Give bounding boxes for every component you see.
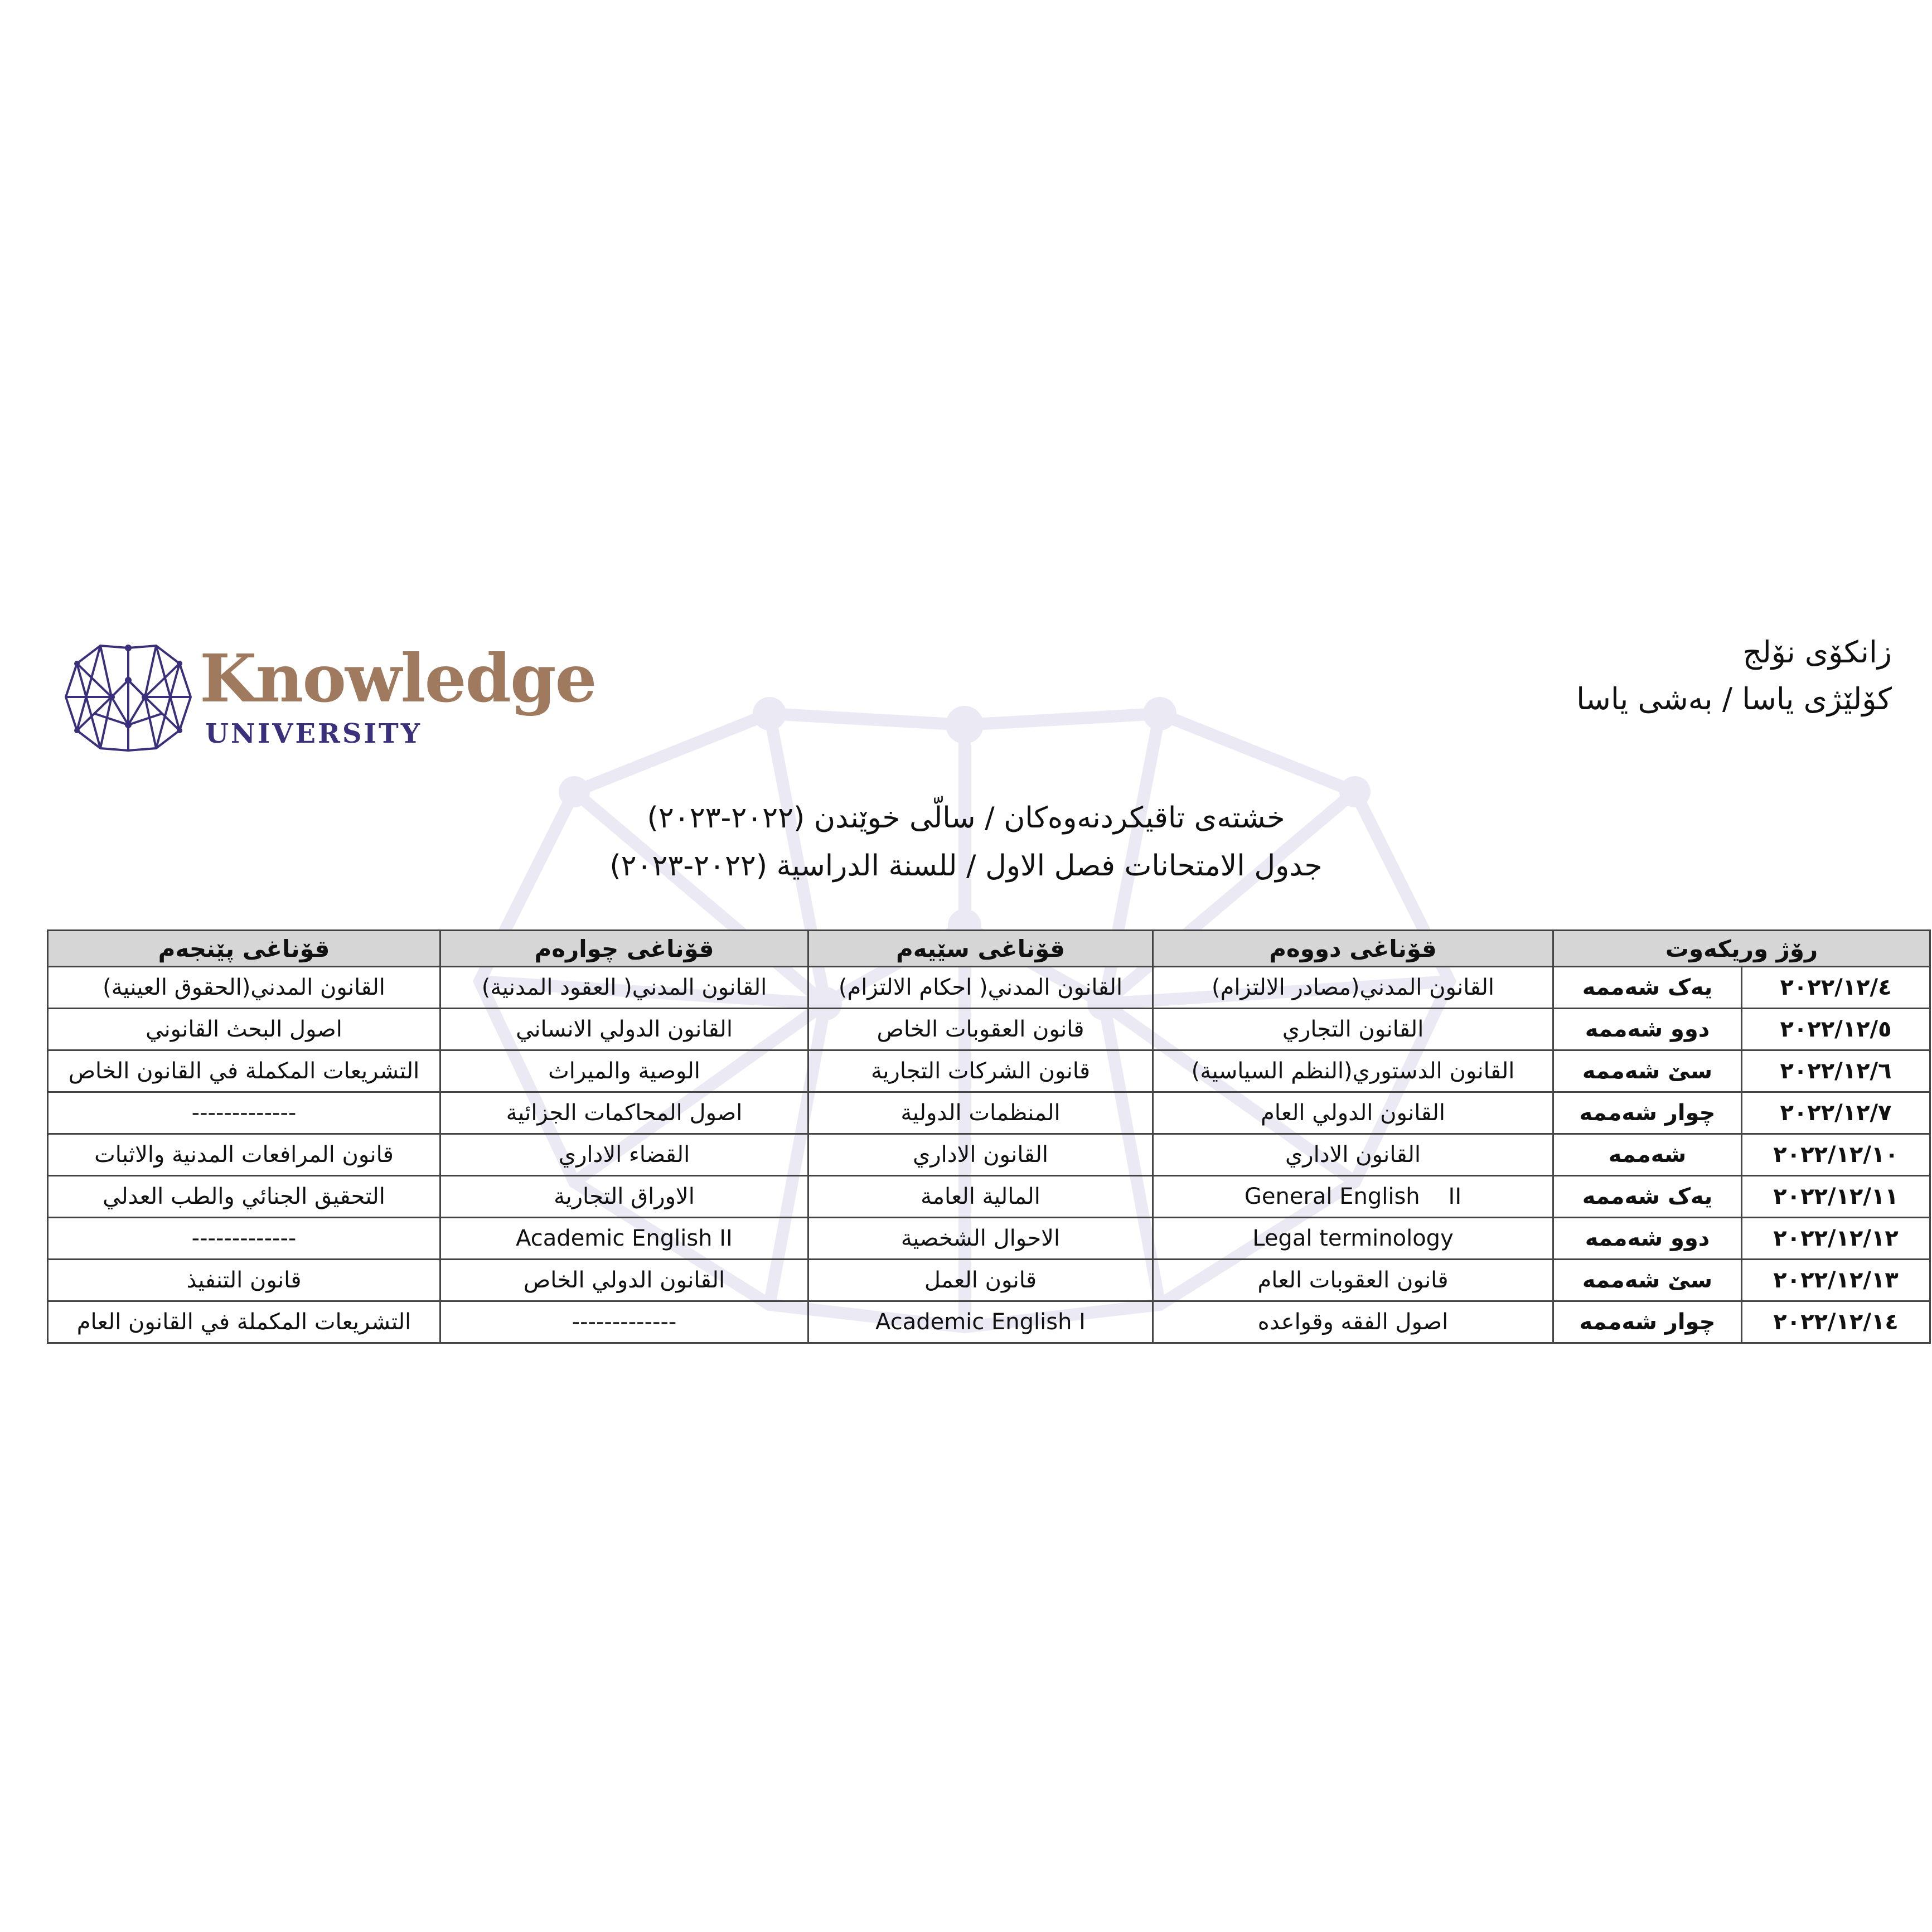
stage3-cell: قانون العمل [808,1260,1153,1301]
exam-schedule-table [47,929,1931,1344]
table-row [48,967,1930,1009]
stage2-cell: القانون الدستوري(النظم السياسية) [1153,1050,1553,1092]
day-cell: سێ شەممە [1553,1260,1742,1301]
header-stage-2: قۆناغی دووەم [1153,931,1553,967]
stage5-cell: القانون المدني(الحقوق العينية) [48,967,440,1009]
day-cell: دوو شەممە [1553,1009,1742,1050]
day-cell: چوار شەممە [1553,1301,1742,1343]
date-cell: ٢٠٢٢/١٢/٤ [1742,967,1930,1009]
stage4-cell: القانون الدولي الانساني [440,1009,808,1050]
date-cell: ٢٠٢٢/١٢/١٤ [1742,1301,1930,1343]
day-cell: چوار شەممە [1553,1092,1742,1134]
table-row [48,1301,1930,1343]
stage5-cell: اصول البحث القانوني [48,1009,440,1050]
header-stage-4: قۆناغی چوارەم [440,931,808,967]
date-cell: ٢٠٢٢/١٢/١١ [1742,1176,1930,1218]
stage5-cell: التشريعات المكملة في القانون العام [48,1301,440,1343]
brain-logo-icon [61,641,195,753]
stage4-cell: القضاء الاداري [440,1134,808,1176]
stage3-cell: قانون الشركات التجارية [808,1050,1153,1092]
day-cell: شەممە [1553,1134,1742,1176]
stage2-cell: القانون التجاري [1153,1009,1553,1050]
table-row [48,1218,1930,1260]
stage5-cell: قانون التنفيذ [48,1260,440,1301]
stage2-cell: القانون المدني(مصادر الالتزام) [1153,967,1553,1009]
university-name: زانكۆی نۆلج [1742,635,1892,670]
college-department: كۆلێژى ياسا / بەشی ياسا [1576,681,1892,716]
stage4-cell: الاوراق التجارية [440,1176,808,1218]
logo-subtitle: UNIVERSITY [205,718,423,749]
stage4-cell: ------------- [440,1301,808,1343]
stage3-cell: المنظمات الدولية [808,1092,1153,1134]
stage4-cell: الوصية والميراث [440,1050,808,1092]
stage2-cell: General English II [1153,1176,1553,1218]
stage2-cell: Legal terminology [1153,1218,1553,1260]
header-stage-3: قۆناغی سێيەم [808,931,1153,967]
stage5-cell: ------------- [48,1218,440,1260]
stage3-cell: Academic English I [808,1301,1153,1343]
stage2-cell: قانون العقوبات العام [1153,1260,1553,1301]
header-stage-5: قۆناغی پێنجەم [48,931,440,967]
stage3-cell: القانون الاداري [808,1134,1153,1176]
stage4-cell: اصول المحاكمات الجزائية [440,1092,808,1134]
stage5-cell: التحقيق الجنائي والطب العدلي [48,1176,440,1218]
day-cell: يەک شەممە [1553,967,1742,1009]
table-row [48,1134,1930,1176]
stage4-cell: Academic English II [440,1218,808,1260]
stage5-cell: قانون المرافعات المدنية والاثبات [48,1134,440,1176]
stage3-cell: المالية العامة [808,1176,1153,1218]
date-cell: ٢٠٢٢/١٢/٧ [1742,1092,1930,1134]
stage4-cell: القانون المدني( العقود المدنية) [440,967,808,1009]
table-row [48,1260,1930,1301]
stage5-cell: التشريعات المكملة في القانون الخاص [48,1050,440,1092]
table-row [48,1176,1930,1218]
date-cell: ٢٠٢٢/١٢/١٢ [1742,1218,1930,1260]
university-logo [61,641,597,753]
page-title-kurdish: خشتەی تاقیکردنەوەكان / سالّی خوێندن (٢٠٢٢-٢٠٢٣) [647,801,1285,835]
stage5-cell: ------------- [48,1092,440,1134]
stage4-cell: القانون الدولي الخاص [440,1260,808,1301]
date-cell: ٢٠٢٢/١٢/٦ [1742,1050,1930,1092]
table-header-row [48,931,1930,967]
table-row [48,1092,1930,1134]
stage3-cell: قانون العقوبات الخاص [808,1009,1153,1050]
date-cell: ٢٠٢٢/١٢/١٣ [1742,1260,1930,1301]
stage3-cell: القانون المدني( احكام الالتزام) [808,967,1153,1009]
stage2-cell: القانون الدولي العام [1153,1092,1553,1134]
day-cell: يەک شەممە [1553,1176,1742,1218]
stage2-cell: القانون الاداري [1153,1134,1553,1176]
day-cell: سێ شەممە [1553,1050,1742,1092]
day-cell: دوو شەممە [1553,1218,1742,1260]
stage2-cell: اصول الفقه وقواعده [1153,1301,1553,1343]
logo-wordmark: Knowledge [200,640,596,717]
table-row [48,1009,1930,1050]
date-cell: ٢٠٢٢/١٢/٥ [1742,1009,1930,1050]
stage3-cell: الاحوال الشخصية [808,1218,1153,1260]
header-day-date: رۆژ وريكەوت [1553,931,1930,967]
date-cell: ٢٠٢٢/١٢/١٠ [1742,1134,1930,1176]
page-title-arabic: جدول الامتحانات فصل الاول / للسنة الدراسية (٢٠٢٢-٢٠٢٣) [609,849,1323,883]
table-row [48,1050,1930,1092]
